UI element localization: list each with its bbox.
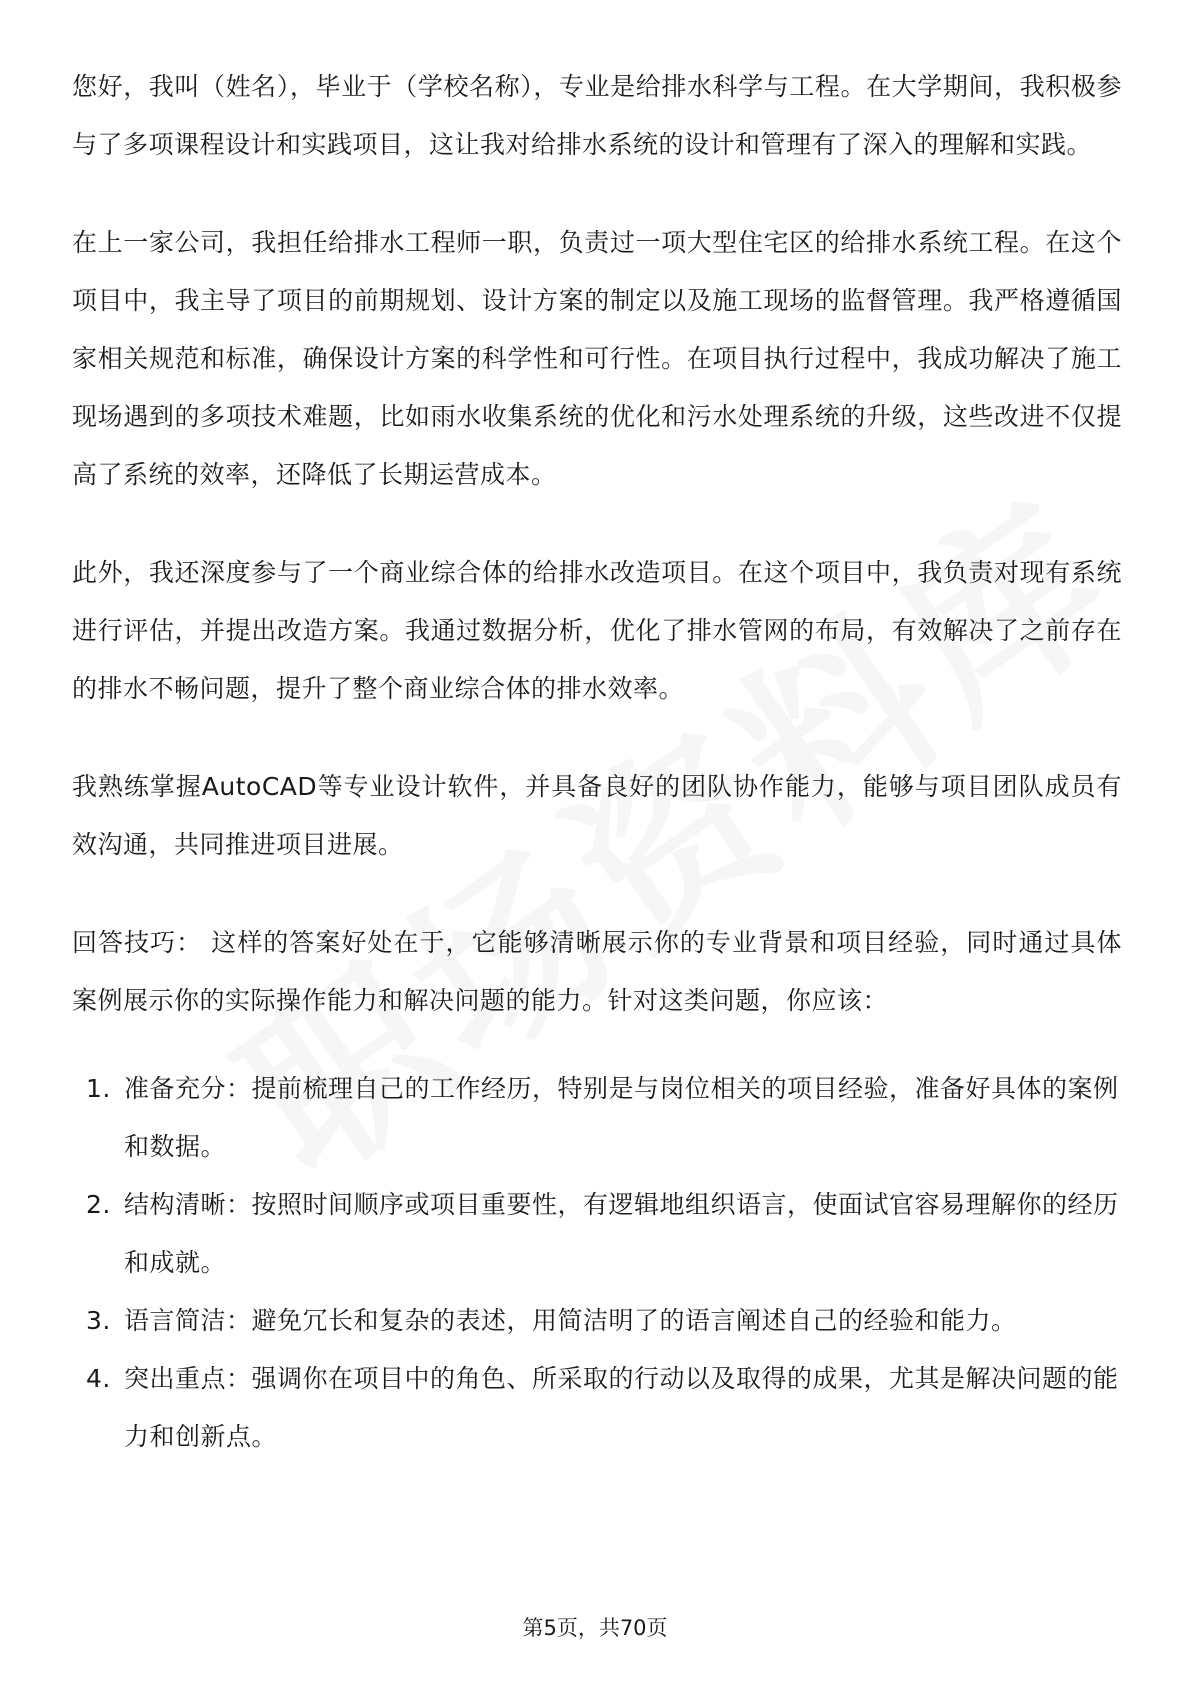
paragraph-answer-tips: 回答技巧： 这样的答案好处在于，它能够清晰展示你的专业背景和项目经验，同时通过具体案例展示你的实际操作能力和解决问题的能力。针对这类问题，你应该： (72, 928, 1122, 1015)
paragraph-intro: 您好，我叫（姓名），毕业于（学校名称），专业是给排水科学与工程。在大学期间，我积极参与了多项课程设计和实践项目，这让我对给排水系统的设计和管理有了深入的理解和实践。 (72, 72, 1122, 159)
list-item-text: 语言简洁：避免冗长和复杂的表述，用简洁明了的语言阐述自己的经验和能力。 (124, 1306, 1017, 1335)
list-item-number: 4. (86, 1364, 111, 1393)
list-item-text: 结构清晰：按照时间顺序或项目重要性，有逻辑地组织语言，使面试官容易理解你的经历和成就。 (124, 1190, 1119, 1277)
paragraph-skills: 我熟练掌握AutoCAD等专业设计软件，并具备良好的团队协作能力，能够与项目团队成员有效沟通，共同推进项目进展。 (72, 772, 1122, 859)
list-item (72, 1292, 1122, 1350)
list-item (72, 1176, 1122, 1292)
list-item-number: 1. (86, 1074, 111, 1103)
page-number-footer: 第5页，共70页 (522, 1616, 668, 1640)
list-item-number: 3. (86, 1306, 111, 1335)
paragraph-previous-company: 在上一家公司，我担任给排水工程师一职，负责过一项大型住宅区的给排水系统工程。在这个项目中，我主导了项目的前期规划、设计方案的制定以及施工现场的监督管理。我严格遵循国家相关规范和标准，确保设计方案的科学性和可行性。在项目执行过程中，我成功解决了施工现场遇到的多项技术难题，比如雨水收集系统的优化和污水处理系统的升级，这些改进不仅提高了系统的效率，还降低了长期运营成本。 (72, 228, 1122, 489)
list-item (72, 1060, 1122, 1176)
list-item-text: 突出重点：强调你在项目中的角色、所采取的行动以及取得的成果，尤其是解决问题的能力和创新点。 (124, 1364, 1119, 1451)
page-content (72, 58, 1122, 1466)
list-item (72, 1350, 1122, 1466)
list-item-text: 准备充分：提前梳理自己的工作经历，特别是与岗位相关的项目经验，准备好具体的案例和数据。 (124, 1074, 1119, 1161)
paragraph-commercial-project: 此外，我还深度参与了一个商业综合体的给排水改造项目。在这个项目中，我负责对现有系统进行评估，并提出改造方案。我通过数据分析，优化了排水管网的布局，有效解决了之前存在的排水不畅问题，提升了整个商业综合体的排水效率。 (72, 558, 1122, 703)
list-item-number: 2. (86, 1190, 111, 1219)
tips-list (72, 1060, 1122, 1466)
